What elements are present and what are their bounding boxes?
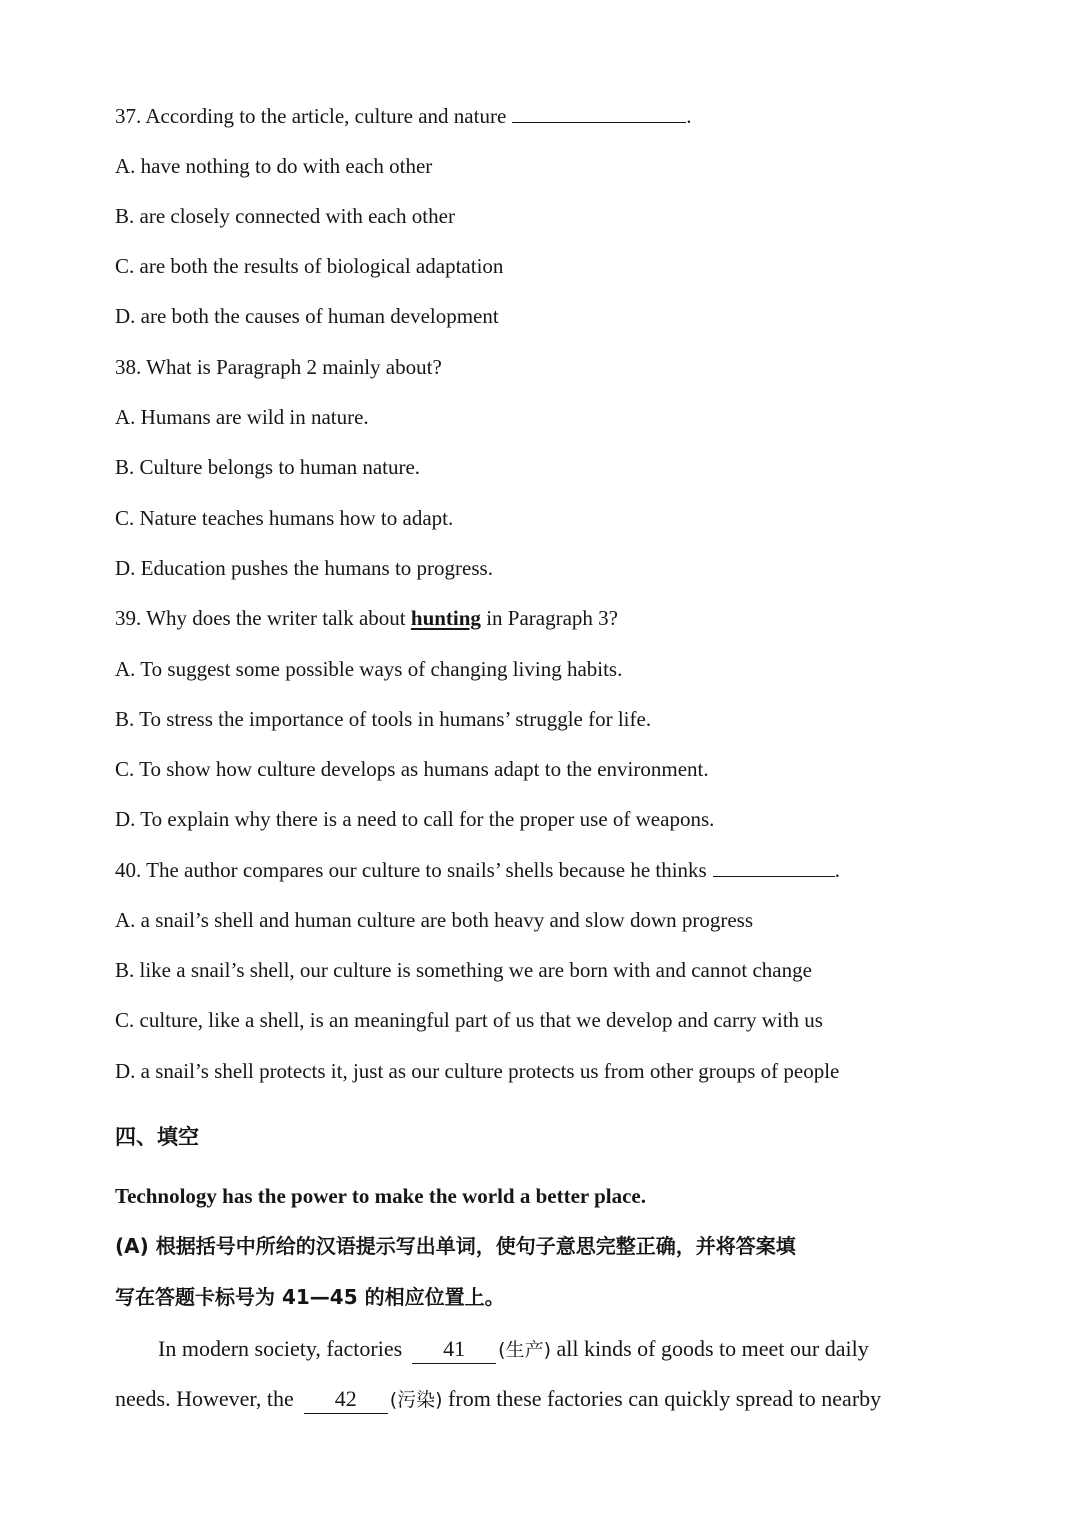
hint-41: (生产) xyxy=(498,1339,551,1361)
question-text: 37. According to the article, culture and nature xyxy=(115,104,507,128)
question-37-option-b: B. are closely connected with each other xyxy=(115,204,455,228)
question-38-option-b: B. Culture belongs to human nature. xyxy=(115,455,421,479)
question-37-stem xyxy=(115,102,692,130)
question-37-option-c: C. are both the results of biological adaptation xyxy=(115,254,504,278)
question-text-end: . xyxy=(686,104,692,128)
passage-text: In modern society, factories xyxy=(158,1336,403,1361)
instruction-line-1: (A) 根据括号中所给的汉语提示写出单词，使句子意思完整正确，并将答案填 xyxy=(115,1234,796,1258)
question-39-option-d: D. To explain why there is a need to call for the proper use of weapons. xyxy=(115,807,715,831)
answer-blank xyxy=(713,857,835,877)
answer-blank xyxy=(512,103,686,123)
section-heading: 四、填空 xyxy=(115,1125,199,1149)
question-38-option-a: A. Humans are wild in nature. xyxy=(115,405,369,429)
underlined-keyword: hunting xyxy=(410,606,481,630)
hint-42: (污染) xyxy=(389,1389,443,1411)
question-39-option-a: A. To suggest some possible ways of changing living habits. xyxy=(115,657,623,681)
passage-text: all kinds of goods to meet our daily xyxy=(550,1336,869,1361)
passage-text: from these factories can quickly spread to nearby xyxy=(442,1386,882,1411)
question-40-stem xyxy=(115,856,840,884)
question-40-option-b: B. like a snail’s shell, our culture is something we are born with and cannot change xyxy=(115,958,812,982)
question-37-option-d: D. are both the causes of human development xyxy=(115,304,499,328)
question-37-option-a: A. have nothing to do with each other xyxy=(115,154,433,178)
question-40-option-c: C. culture, like a shell, is an meaningful part of us that we develop and carry with us xyxy=(115,1008,823,1032)
question-40-option-d: D. a snail’s shell protects it, just as our culture protects us from other groups of people xyxy=(115,1059,840,1083)
passage-line-2 xyxy=(115,1385,881,1414)
passage-text: needs. However, the xyxy=(115,1386,294,1411)
question-38-option-c: C. Nature teaches humans how to adapt. xyxy=(115,506,454,530)
question-text: 39. Why does the writer talk about xyxy=(115,606,406,630)
question-38-option-d: D. Education pushes the humans to progress. xyxy=(115,556,493,580)
instruction-line-2: 写在答题卡标号为 41—45 的相应位置上。 xyxy=(115,1285,505,1309)
passage-line-1 xyxy=(158,1335,869,1364)
question-39-option-b: B. To stress the importance of tools in humans’ struggle for life. xyxy=(115,707,652,731)
question-38-stem: 38. What is Paragraph 2 mainly about? xyxy=(115,355,442,379)
question-text-end: in Paragraph 3? xyxy=(486,606,618,630)
section-topic: Technology has the power to make the world a better place. xyxy=(115,1184,646,1208)
question-text-end: . xyxy=(834,858,840,882)
question-40-option-a: A. a snail’s shell and human culture are both heavy and slow down progress xyxy=(115,908,754,932)
question-39-option-c: C. To show how culture develops as humans adapt to the environment. xyxy=(115,757,709,781)
blank-41: 41 xyxy=(412,1335,496,1364)
question-text: 40. The author compares our culture to snails’ shells because he thinks xyxy=(115,858,707,882)
blank-42: 42 xyxy=(304,1385,388,1414)
question-39-stem xyxy=(115,604,618,632)
